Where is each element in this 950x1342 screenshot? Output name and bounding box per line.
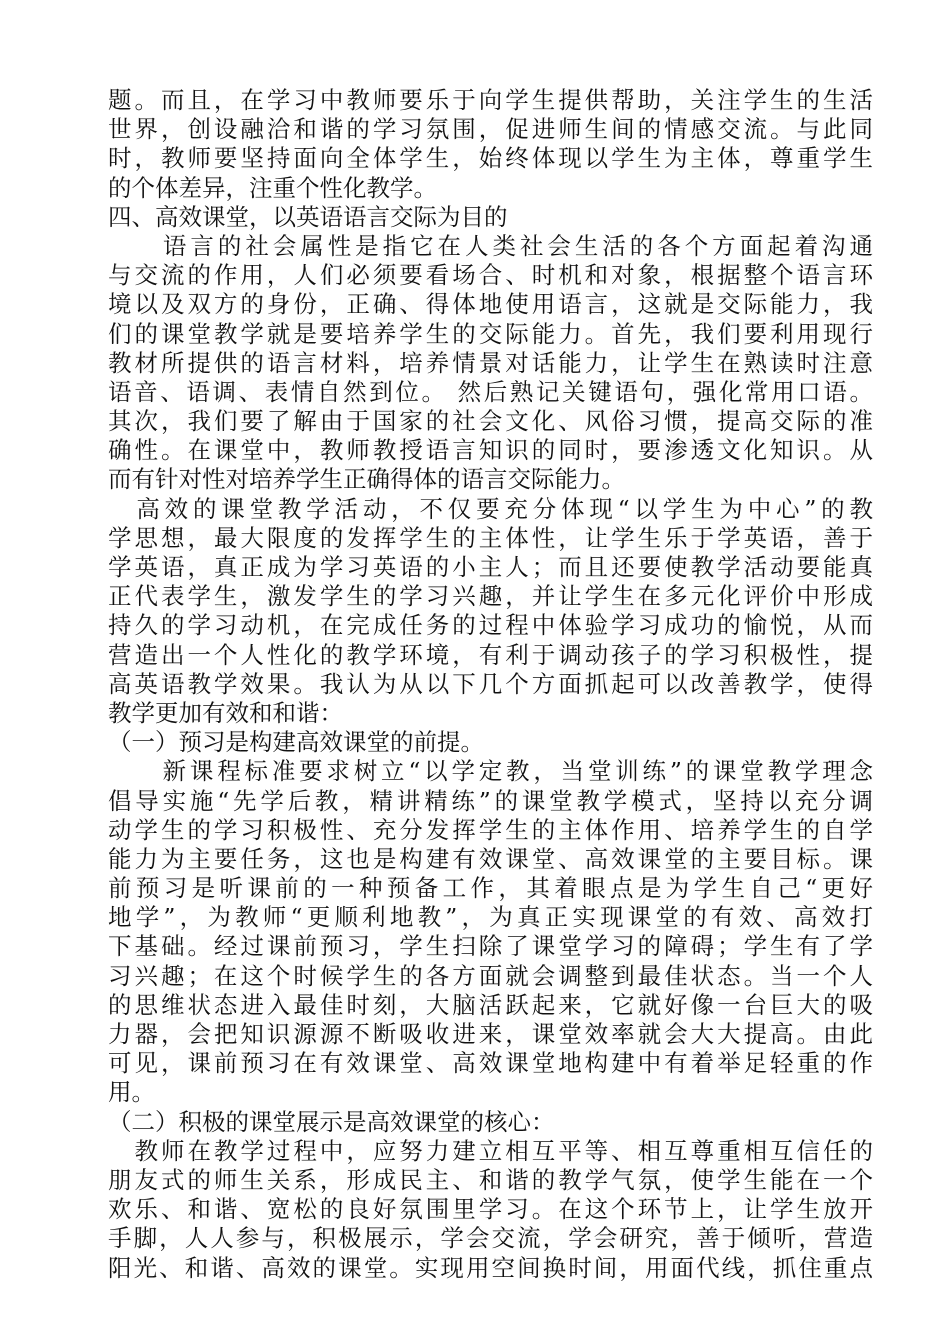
text-line: 的个体差异，注重个性化教学。 (108, 173, 437, 202)
paragraph (108, 495, 873, 729)
text-line: 朋友式的师生关系，形成民主、和谐的教学气氛，使学生能在一个 (108, 1165, 873, 1194)
text-line: 语音、语调、表情自然到位。 然后熟记关键语句，强化常用口语。 (108, 377, 873, 406)
text-line: 教师在教学过程中，应努力建立相互平等、相互尊重相互信任的 (108, 1136, 873, 1165)
text-line: 习兴趣；在这个时候学生的各方面就会调整到最佳状态。当一个人 (108, 961, 873, 990)
text-line: 教学更加有效和和谐： (108, 698, 343, 727)
text-line: 可见，课前预习在有效课堂、高效课堂地构建中有着举足轻重的作 (108, 1049, 873, 1078)
text-line: 学英语，真正成为学习英语的小主人；而且还要使教学活动要能真 (108, 553, 873, 581)
paragraph (108, 757, 873, 1107)
section-heading (108, 1108, 873, 1137)
text-line: 境以及双方的身份，正确、得体地使用语言，这就是交际能力，我 (108, 290, 873, 319)
text-line: 题。而且，在学习中教师要乐于向学生提供帮助，关注学生的生活 (108, 86, 873, 114)
text-line: 们的课堂教学就是要培养学生的交际能力。首先，我们要利用现行 (108, 319, 873, 348)
text-line: 能力为主要任务，这也是构建有效课堂、高效课堂的主要目标。课 (108, 844, 873, 873)
document-body (108, 86, 873, 1283)
text-line: 教材所提供的语言材料，培养情景对话能力，让学生在熟读时注意 (108, 348, 873, 377)
section-heading (108, 728, 873, 757)
text-line: 而有针对性对培养学生正确得体的语言交际能力。 (108, 465, 625, 494)
text-line: 持久的学习动机，在完成任务的过程中体验学习成功的愉悦，从而 (108, 611, 873, 640)
text-line: 前预习是听课前的一种预备工作，其着眼点是为学生自己“更好 (108, 874, 873, 903)
text-line: 倡导实施“先学后教，精讲精练”的课堂教学模式，坚持以充分调 (108, 786, 873, 815)
text-line: （二）积极的课堂展示是高效课堂的核心： (108, 1107, 555, 1136)
text-line: 语言的社会属性是指它在人类社会生活的各个方面起着沟通 (108, 231, 873, 260)
text-line: 阳光、和谐、高效的课堂。实现用空间换时间，用面代线，抓住重点 (108, 1253, 873, 1282)
paragraph (108, 232, 873, 495)
paragraph (108, 1137, 873, 1283)
text-line: 世界，创设融洽和谐的学习氛围，促进师生间的情感交流。与此同 (108, 115, 873, 144)
text-line: 高效的课堂教学活动，不仅要充分体现“以学生为中心”的教 (108, 494, 873, 523)
text-line: 欢乐、和谐、宽松的良好氛围里学习。在这个环节上，让学生放开 (108, 1195, 873, 1224)
text-line: 其次，我们要了解由于国家的社会文化、风俗习惯，提高交际的准 (108, 407, 873, 436)
text-line: 高英语教学效果。我认为从以下几个方面抓起可以改善教学，使得 (108, 669, 873, 698)
text-line: 正代表学生，激发学生的学习兴趣，并让学生在多元化评价中形成 (108, 582, 873, 611)
text-line: 新课程标准要求树立“以学定教，当堂训练”的课堂教学理念 (108, 757, 873, 786)
text-line: 营造出一个人性化的教学环境，有利于调动孩子的学习积极性，提 (108, 640, 873, 669)
text-line: 下基础。经过课前预习，学生扫除了课堂学习的障碍；学生有了学 (108, 932, 873, 961)
text-line: 确性。在课堂中，教师教授语言知识的同时，要渗透文化知识。从 (108, 436, 873, 465)
text-line: 手脚，人人参与，积极展示，学会交流，学会研究，善于倾听，营造 (108, 1224, 873, 1253)
text-line: 与交流的作用，人们必须要看场合、时机和对象，根据整个语言环 (108, 261, 873, 290)
text-line: （一）预习是构建高效课堂的前提。 (108, 728, 484, 757)
paragraph (108, 86, 873, 203)
text-line: 时，教师要坚持面向全体学生，始终体现以学生为主体，尊重学生 (108, 144, 873, 173)
text-line: 学思想，最大限度的发挥学生的主体性，让学生乐于学英语，善于 (108, 523, 873, 552)
section-heading (108, 203, 873, 232)
text-line: 力器，会把知识源源不断吸收进来，课堂效率就会大大提高。由此 (108, 1020, 873, 1048)
text-line: 的思维状态进入最佳时刻，大脑活跃起来，它就好像一台巨大的吸 (108, 990, 873, 1019)
text-line: 用。 (108, 1078, 155, 1107)
text-line: 动学生的学习积极性、充分发挥学生的主体作用、培养学生的自学 (108, 815, 873, 844)
text-line: 四、高效课堂，以英语语言交际为目的 (108, 202, 508, 231)
text-line: 地学”，为教师“更顺利地教”，为真正实现课堂的有效、高效打 (108, 903, 873, 932)
